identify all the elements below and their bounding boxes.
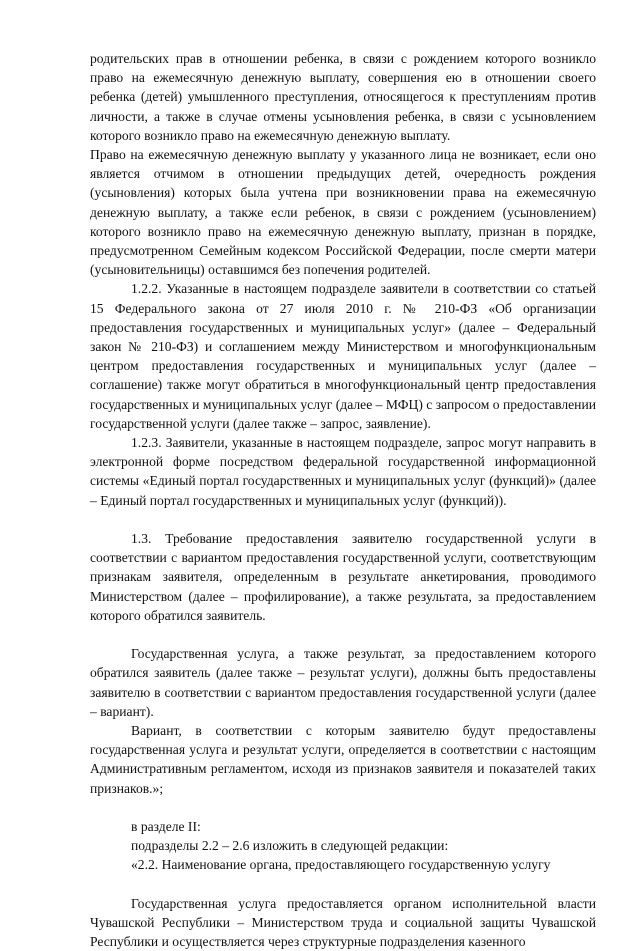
paragraph-1-2-2: 1.2.2. Указанные в настоящем подразделе заявители в соответствии со статьей 15 Федерального закона от 27 июля 2010 г. № 210-ФЗ «Об организации предоставления государственных и муниципальных услуг» (далее – Федеральный закон № 210-ФЗ) и соглашением между Министерством и многофункциональным центром предоставления государственных и муниципальных услуг (далее – соглашение) также могут обратиться в многофункциональный центр предоставления государственных и муниципальных услуг (далее – МФЦ) с запросом о предоставлении государственной услуги (далее также – запрос, заявление).: [90, 281, 596, 431]
paragraph-1-3: 1.3. Требование предоставления заявителю государственной услуги в соответствии с вариантом предоставления государственной услуги, соответствующим признакам заявителя, определенным в результате анкетирования, проводимого Министерством (далее – профилирование), а также результата, за предоставлением которого обратился заявитель.: [90, 531, 596, 623]
paragraph-service-provider: Государственная услуга предоставляется органом исполнительной власти Чувашской Республики – Министерством труда и социальной защиты Чувашской Республики и осуществляется через структурные подразделения казенного: [90, 895, 596, 950]
paragraph-1-2-3: 1.2.3. Заявители, указанные в настоящем подразделе, запрос могут направить в электронной форме посредством федеральной государственной информационной системы «Единый портал государственных и муниципальных услуг (функций)» (далее – Единый портал государственных и муниципальных услуг (функций)).: [90, 435, 596, 508]
paragraph-stepfather: Право на ежемесячную денежную выплату у указанного лица не возникает, если оно является отчимом в отношении предыдущих детей, очередность рождения (усыновления) которых была учтена при возникновении права на ежемесячную денежную выплату, а также если ребенок, в связи с рождением (усыновлением) которого возникло право на ежемесячную денежную выплату, признан в порядке, предусмотренном Семейным кодексом Российской Федерации, после смерти матери (усыновительницы) оставшимся без попечения родителей.: [90, 147, 596, 278]
spacer: [90, 510, 596, 529]
paragraph-rights: родительских прав в отношении ребенка, в связи с рождением которого возникло право на ежемесячную денежную выплату, совершения ею в отношении своего ребенка (детей) умышленного преступления, относящегося к преступлениям против личности, а также в случае отмены усыновления ребенка, в связи с усыновлением которого возникло право на ежемесячную денежную выплату.: [90, 51, 596, 143]
section-ii-line: в разделе II:: [131, 819, 201, 835]
paragraph-variant: Вариант, в соответствии с которым заявителю будут предоставлены государственная услуга и результат услуги, определяется в соответствии с настоящим Административным регламентом, исходя из признаков заявителя и показателей таких признаков.»;: [90, 723, 596, 796]
paragraph-service-result: Государственная услуга, а также результат, за предоставлением которого обратился заявитель (далее также – результат услуги), должны быть предоставлены заявителю в соответствии с вариантом предоставления государственной услуги (далее – вариант).: [90, 646, 596, 719]
spacer: [90, 798, 596, 817]
heading-2-2: «2.2. Наименование органа, предоставляющего государственную услугу: [131, 857, 551, 873]
spacer: [90, 875, 596, 894]
subsections-line: подразделы 2.2 – 2.6 изложить в следующей редакции:: [131, 838, 449, 854]
spacer: [90, 625, 596, 644]
